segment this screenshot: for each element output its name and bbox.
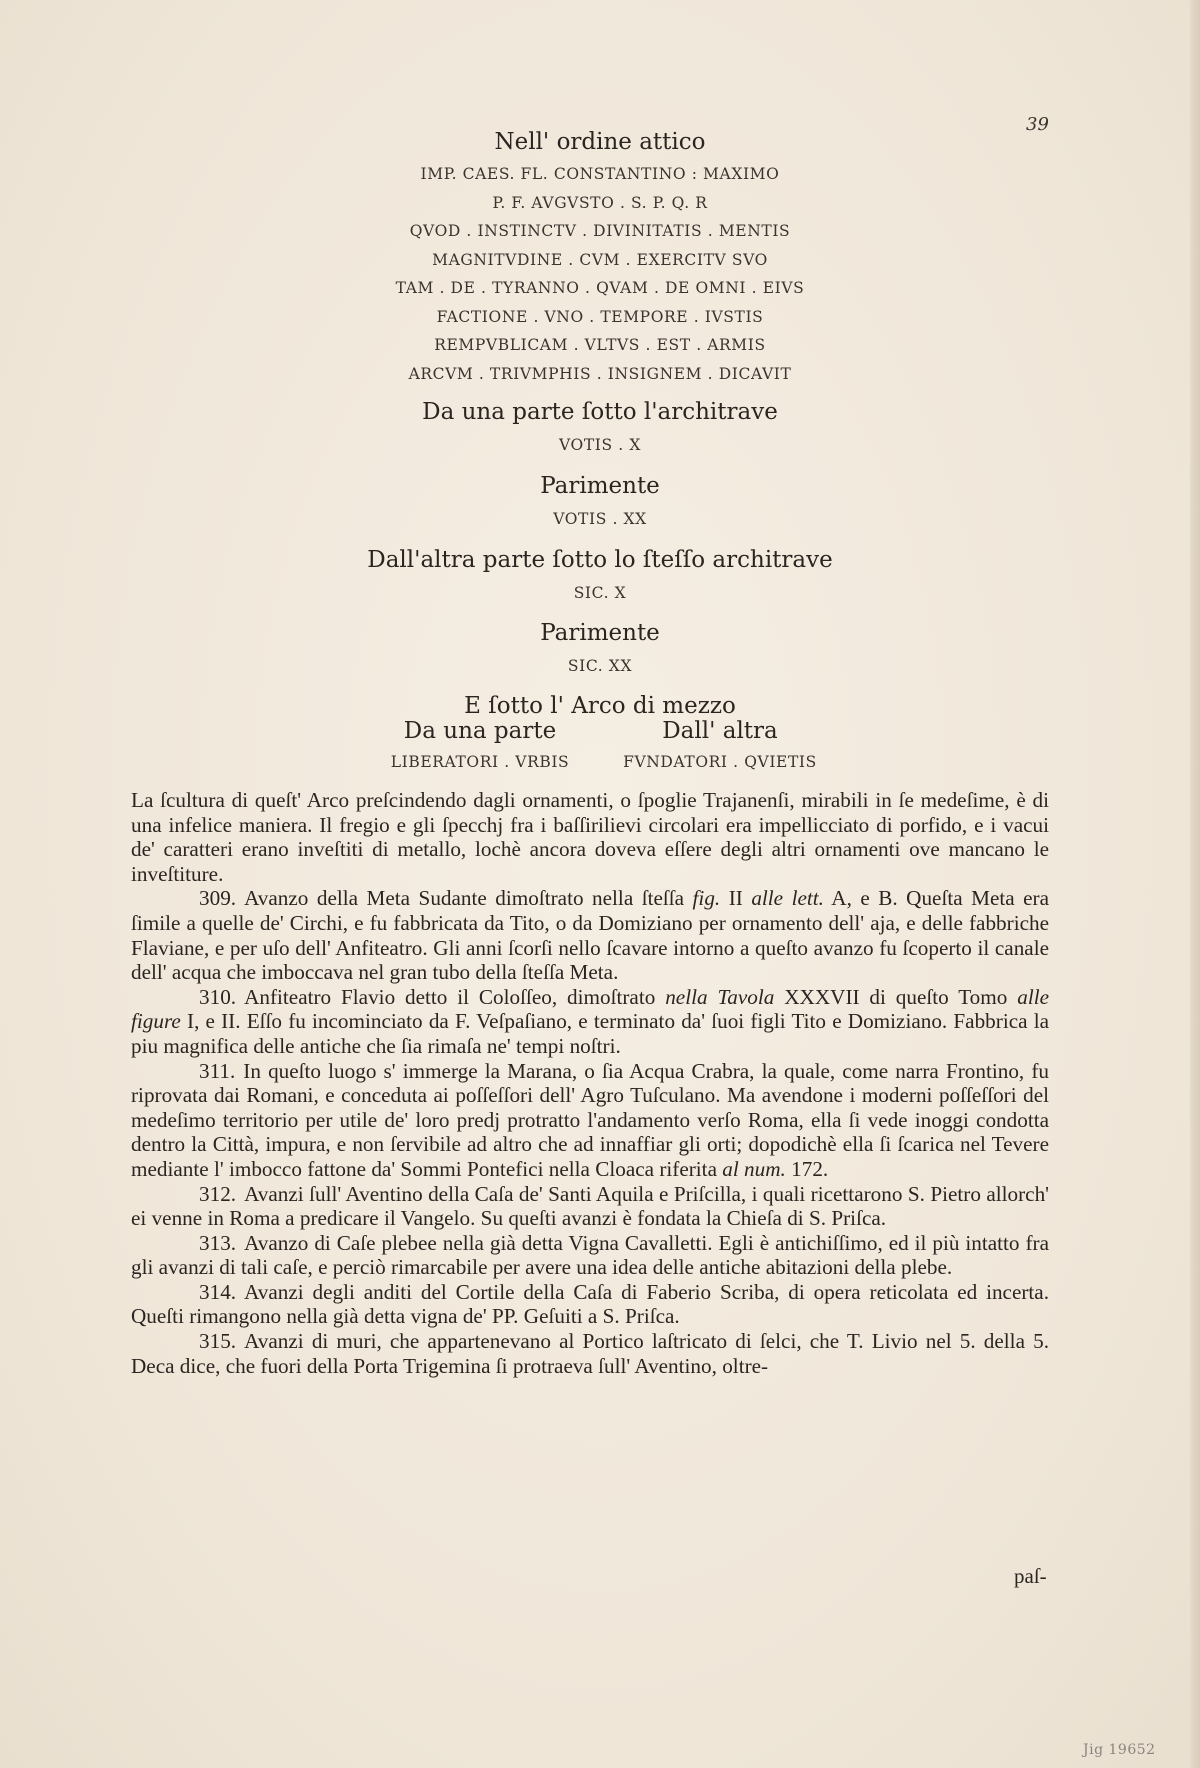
italic-ref: al num.	[722, 1156, 786, 1181]
inscription-line: REMPVBLICAM . VLTVS . EST . ARMIS	[434, 336, 766, 354]
paragraph-number: 310.	[199, 984, 237, 1009]
subheading: Dall'altra parte ſotto lo ſteſſo architrave	[367, 547, 833, 573]
subheading: E ſotto l' Arco di mezzo	[464, 693, 736, 719]
paragraph-text: Anfiteatro Flavio detto il Coloſſeo, dimoſtrato	[244, 984, 656, 1009]
attic-inscription	[0, 160, 1200, 388]
catchword: paſ-	[1014, 1564, 1047, 1588]
paragraph-text: A, e B. Queſta Meta era ſimile a quelle de' Circhi, e fu fabbricata da Tito, o da Domiziano per ornamento dell' aja, e delle fabbriche Flaviane, e per uſo dell' Anfiteatro. Gli anni ſcorſi nello ſcavare intorno a queſto avanzo fu ſcoperto il canale dell' acqua che imboccava nel gran tubo della ſteſſa Meta.	[131, 886, 1049, 985]
paragraph-312	[131, 1182, 1049, 1231]
italic-ref: alle lett.	[751, 886, 824, 911]
paragraph-text: Avanzi degli anditi del Cortile della Caſa di Faberio Scriba, di opera reticolata ed incerta. Queſti rimangono nella già detta vigna de' PP. Geſuiti a S. Priſca.	[131, 1279, 1049, 1329]
paragraph-315	[131, 1329, 1049, 1378]
paragraph-text: II	[728, 886, 743, 911]
archive-stamp: Jig 19652	[1083, 1742, 1156, 1758]
paragraph-text: 172.	[791, 1156, 829, 1181]
subheading: Da una parte ſotto l'architrave	[422, 399, 778, 425]
subheading: Parimente	[540, 473, 660, 499]
italic-ref: fig.	[692, 886, 721, 911]
paragraph-text: In queſto luogo s' immerge la Marana, o ſia Acqua Crabra, la quale, come narra Frontino, fu riprovata dai Romani, e conceduta ai poſſeſſori dell' Agro Tuſculano. Ma avendone i moderni poſſeſſori del medeſimo territorio per utile de' loro predj protratto l'andamento verſo Roma, ella ſi vede inoggi condotta dentro la Città, impura, e non ſervibile ad altro che ad innaffiar gli orti; dopodichè ella ſi ſcarica nel Tevere mediante l' imbocco fattone da' Sommi Pontefici nella Cloaca riferita	[131, 1058, 1049, 1181]
italic-ref: alle figure	[131, 984, 1050, 1034]
paragraph-311	[131, 1059, 1049, 1182]
paragraph-text: Avanzi di muri, che appartenevano al Portico laſtricato di ſelci, che T. Livio nel 5. della 5. Deca dice, che fuori della Porta Trigemina ſi protraeva ſull' Aventino, oltre-	[131, 1329, 1049, 1378]
inscription-line: SIC. X	[573, 584, 627, 602]
paragraph-intro: La ſcultura di queſt' Arco preſcindendo dagli ornamenti, o ſpoglie Trajanenſi, mirabili in ſe medeſime, è di una infelice maniera. Il fregio e gli ſpecchj fra i baſſirilievi circolari era impellicciato di porfido, e i vacui de' caratteri erano inveſtiti di metallo, lochè ancora doveva eſſere degli altri ornamenti ove mancano le inveſtiture.	[131, 788, 1049, 886]
italic-ref: nella Tavola	[665, 984, 775, 1009]
paragraph-text: Avanzi ſull' Aventino della Caſa de' Santi Aquila e Priſcilla, i quali ricettarono S. Pietro allorch' ei venne in Roma a predicare il Vangelo. Su queſti avanzi è fondata la Chieſa di S. Priſca.	[131, 1181, 1049, 1231]
paragraph-text: XXXVII di queſto Tomo	[784, 984, 1008, 1009]
inscription-line: MAGNITVDINE . CVM . EXERCITV SVO	[432, 250, 768, 269]
page-number: 39	[1026, 114, 1049, 135]
inscription-line: ARCVM . TRIVMPHIS . INSIGNEM . DICAVIT	[408, 364, 792, 383]
paragraph-number: 314.	[199, 1279, 237, 1304]
inscription-line: P. F. AVGVSTO . S. P. Q. R	[492, 193, 708, 212]
left-column-inscription: LIBERATORI . VRBIS	[390, 753, 570, 771]
right-column-heading: Dall' altra	[662, 718, 778, 744]
paragraph-314	[131, 1280, 1049, 1329]
paragraph-number: 313.	[199, 1230, 237, 1255]
paragraph-text: Avanzo di Caſe plebee nella già detta Vigna Cavalletti. Egli è antichiſſimo, ed il più intatto fra gli avanzi di tali caſe, e perciò rimarcabile per avere una idea delle antiche abitazioni della plebe.	[131, 1230, 1049, 1280]
right-column-inscription: FVNDATORI . QVIETIS	[623, 753, 817, 771]
subheading: Parimente	[540, 620, 660, 646]
paragraph-310	[131, 985, 1049, 1059]
inscription-line: FACTIONE . VNO . TEMPORE . IVSTIS	[436, 307, 764, 326]
paragraph-number: 312.	[199, 1181, 237, 1206]
inscription-line: VOTIS . X	[559, 436, 641, 454]
inscription-line: IMP. CAES. FL. CONSTANTINO : MAXIMO	[420, 165, 780, 183]
paragraph-text: I, e II. Eſſo fu incominciato da F. Veſpaſiano, e terminato da' ſuoi figli Tito e Domiziano. Fabbrica la piu magnifica delle antiche che ſia rimaſa ne' tempi noſtri.	[131, 1009, 1049, 1058]
paragraph-number: 315.	[199, 1329, 237, 1354]
paragraph-309	[131, 886, 1049, 984]
inscription-line: VOTIS . XX	[553, 510, 647, 528]
inscription-line: TAM . DE . TYRANNO . QVAM . DE OMNI . EIVS	[395, 279, 805, 297]
paragraph-number: 311.	[199, 1058, 236, 1083]
inscription-line: SIC. XX	[567, 657, 633, 675]
paragraph-number: 309.	[199, 886, 237, 911]
paragraph-313	[131, 1231, 1049, 1280]
paragraph-text: Avanzo della Meta Sudante dimoſtrato nella ſteſſa	[244, 886, 685, 911]
inscription-line: QVOD . INSTINCTV . DIVINITATIS . MENTIS	[409, 222, 791, 240]
section-title: Nell' ordine attico	[494, 129, 706, 155]
left-column-heading: Da una parte	[403, 718, 557, 744]
body-text	[131, 788, 1049, 1378]
